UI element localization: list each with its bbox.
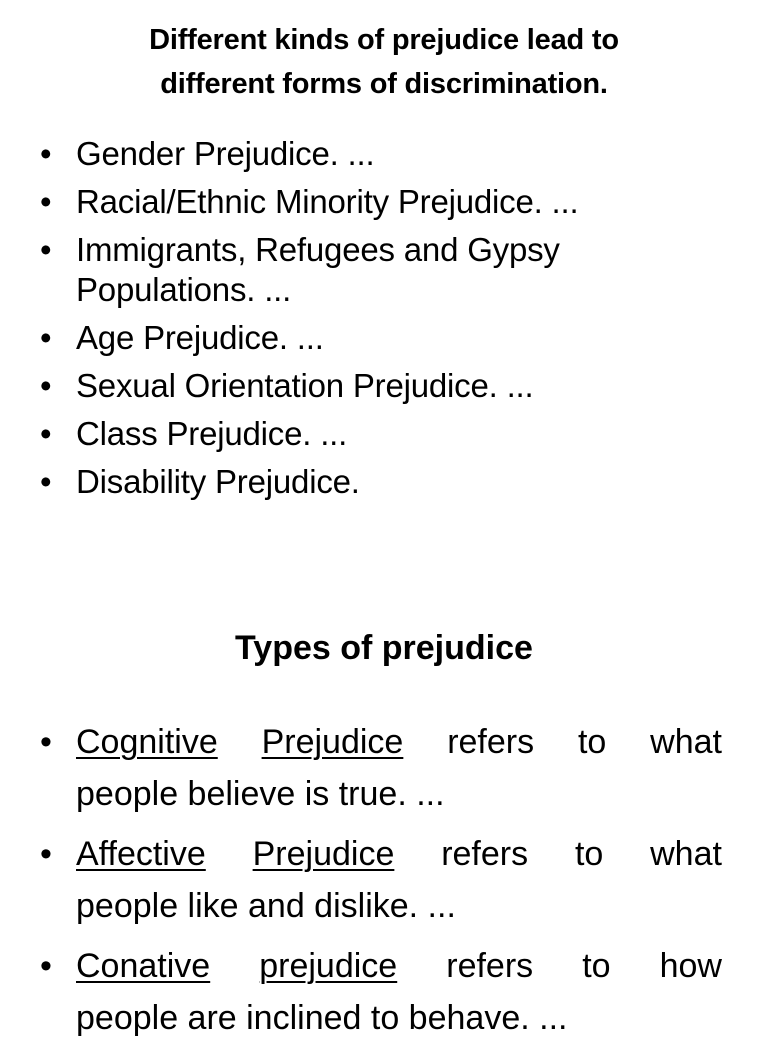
list-item <box>40 414 740 454</box>
definition-word: to <box>577 723 607 761</box>
list-item <box>40 366 740 406</box>
bullet-icon: • <box>40 135 52 172</box>
definition-word: refers <box>446 947 534 985</box>
term-word: Affective <box>76 835 206 873</box>
slide-title <box>60 18 708 106</box>
bullet-icon: • <box>40 415 52 452</box>
list-item <box>40 828 722 932</box>
definition-line-2: people are inclined to behave. ... <box>76 999 568 1037</box>
list-item <box>40 940 722 1044</box>
slide-title: Types of prejudice <box>235 629 533 667</box>
definition-word: what <box>650 723 722 761</box>
list-item <box>40 716 722 820</box>
bullet-icon: • <box>40 319 52 356</box>
bullet-icon: • <box>40 183 52 220</box>
term-word: Cognitive <box>76 723 218 761</box>
title-line-1: Different kinds of prejudice lead to <box>149 24 619 56</box>
definition-word: refers <box>441 835 529 873</box>
list-item-text: Disability Prejudice. <box>76 463 360 500</box>
bullet-icon: • <box>40 367 52 404</box>
definition-line-1 <box>76 828 722 880</box>
list-item-text: Gender Prejudice. ... <box>76 135 375 172</box>
list-item <box>40 134 740 174</box>
list-item <box>40 462 740 502</box>
list-item-text: Class Prejudice. ... <box>76 415 348 452</box>
definition-line-1 <box>76 716 722 768</box>
bullet-icon: • <box>40 231 52 268</box>
term-word: prejudice <box>259 947 398 985</box>
bullet-icon: • <box>40 835 52 873</box>
list-item-text: Immigrants, Refugees and Gypsy Populations. ... <box>76 231 560 308</box>
list-item-text: Racial/Ethnic Minority Prejudice. ... <box>76 183 579 220</box>
term-word: Prejudice <box>261 723 404 761</box>
bullet-icon: • <box>40 723 52 761</box>
prejudice-kinds-list <box>40 134 740 510</box>
list-item <box>40 182 740 222</box>
bullet-icon: • <box>40 947 52 985</box>
term-word: Conative <box>76 947 211 985</box>
definition-word: to <box>574 835 604 873</box>
prejudice-types-list <box>40 716 722 1052</box>
definition-line-2: people believe is true. ... <box>76 775 445 813</box>
definition-line-2: people like and dislike. ... <box>76 887 456 925</box>
definition-line-1 <box>76 940 722 992</box>
slide-types-of-prejudice <box>0 600 768 1037</box>
definition-word: refers <box>447 723 535 761</box>
term-word: Prejudice <box>252 835 395 873</box>
list-item <box>40 318 740 358</box>
list-item <box>40 230 740 310</box>
title-line-2: different forms of discrimination. <box>160 68 608 100</box>
definition-word: how <box>659 947 722 985</box>
definition-word: to <box>582 947 611 985</box>
bullet-icon: • <box>40 463 52 500</box>
list-item-text: Age Prejudice. ... <box>76 319 324 356</box>
definition-word: what <box>650 835 722 873</box>
list-item-text: Sexual Orientation Prejudice. ... <box>76 367 534 404</box>
